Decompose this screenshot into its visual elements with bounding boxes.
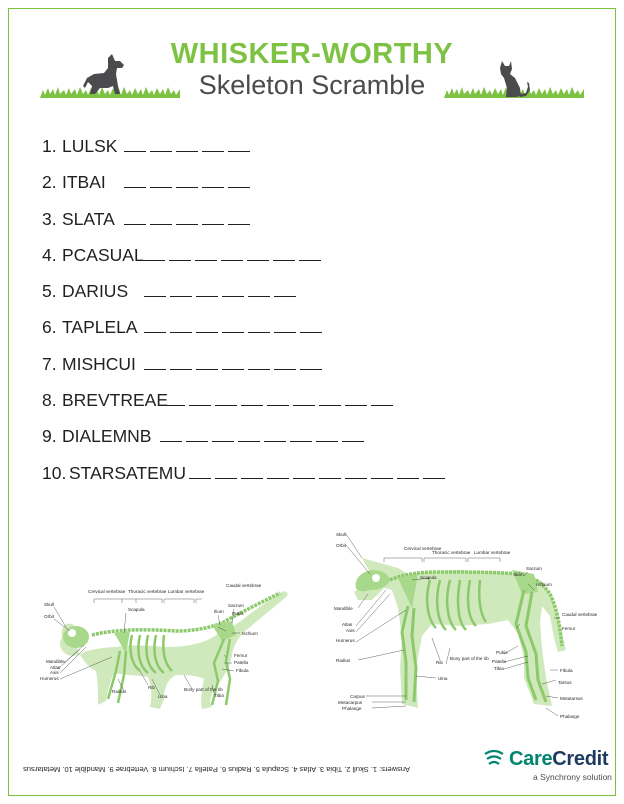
blank[interactable] (371, 463, 393, 479)
scrambled-word: SLATA (62, 208, 115, 229)
blank[interactable] (196, 281, 218, 297)
dog-label-fibula: Fibula (560, 668, 573, 673)
cat-label-bony-rib: Bony part of the rib (184, 687, 223, 692)
blank[interactable] (170, 354, 192, 370)
dog-label-metacarpus: Metacarpus (338, 700, 363, 705)
cat-label-mandible: Mandible (46, 659, 65, 664)
blank[interactable] (150, 209, 172, 225)
blank[interactable] (202, 209, 224, 225)
blank[interactable] (290, 426, 312, 442)
puzzle-row (42, 390, 186, 426)
blank[interactable] (170, 317, 192, 333)
scrambled-word: STARSATEMU (69, 462, 186, 483)
dog-label-humerus: Humerus (336, 638, 355, 643)
blank[interactable] (397, 463, 419, 479)
cat-label-fibula: Fibula (236, 668, 249, 673)
blank[interactable] (189, 390, 211, 406)
answer-key: Answers: 1. Skull 2. Tibia 3. Atlas 4. Scapula 5. Radius 6. Patella 7. Ischium 8. Vertebrae 9. Mandible 10. Metatarsus (23, 765, 410, 774)
blank[interactable] (274, 281, 296, 297)
cat-label-cervical: Cervical vertebrae (88, 589, 126, 594)
blank[interactable] (423, 463, 445, 479)
blank[interactable] (176, 209, 198, 225)
puzzle-list (42, 136, 186, 499)
answer-blanks[interactable] (124, 172, 250, 188)
dog-label-carpus: Carpus (350, 694, 365, 699)
blank[interactable] (169, 245, 191, 261)
dog-label-cervical: Cervical vertebrae (404, 546, 442, 551)
blank[interactable] (299, 245, 321, 261)
puzzle-number: 10. (42, 462, 67, 483)
blank[interactable] (319, 463, 341, 479)
scrambled-word: MISHCUI (62, 353, 136, 374)
cat-label-lumbar: Lumbar vertebrae (168, 589, 205, 594)
dog-label-orbit: Orbit (336, 543, 346, 548)
blank[interactable] (247, 245, 269, 261)
dog-label-tarsus: Tarsus (558, 680, 572, 685)
blank[interactable] (248, 317, 270, 333)
cat-label-rib: Rib (148, 685, 155, 690)
blank[interactable] (345, 390, 367, 406)
brand-tagline: a Synchrony solution (533, 772, 612, 782)
blank[interactable] (345, 463, 367, 479)
blank[interactable] (228, 209, 250, 225)
dog-label-patella: Patella (492, 659, 507, 664)
dog-label-radius: Radius (336, 658, 351, 663)
dog-label-bony-rib: Bony part of the rib (450, 656, 489, 661)
answer-blanks[interactable] (144, 281, 296, 297)
title-line-1: WHISKER-WORTHY (170, 38, 454, 70)
blank[interactable] (267, 390, 289, 406)
brand-credit: Credit (552, 748, 609, 770)
brand-care: Care (509, 748, 553, 770)
blank[interactable] (202, 136, 224, 152)
cat-label-scapula: Scapula (128, 607, 145, 612)
blank[interactable] (228, 172, 250, 188)
puzzle-number: 3. (42, 208, 57, 229)
blank[interactable] (163, 390, 185, 406)
blank[interactable] (150, 136, 172, 152)
blank[interactable] (144, 354, 166, 370)
blank[interactable] (241, 463, 263, 479)
scrambled-word: TAPLELA (62, 317, 138, 338)
blank[interactable] (160, 426, 182, 442)
blank[interactable] (144, 281, 166, 297)
dog-label-rib: Rib (436, 660, 443, 665)
blank[interactable] (215, 390, 237, 406)
dog-silhouette-icon (82, 52, 130, 96)
answer-blanks[interactable] (160, 426, 364, 442)
dog-label-femur: Femur (562, 626, 576, 631)
answer-blanks[interactable] (163, 390, 393, 406)
cat-label-axis: Axis (50, 670, 59, 675)
blank[interactable] (371, 390, 393, 406)
dog-label-skull: Skull (336, 532, 346, 537)
blank[interactable] (248, 281, 270, 297)
blank[interactable] (238, 426, 260, 442)
scrambled-word: ITBAI (62, 172, 106, 193)
puzzle-row (42, 354, 186, 390)
answer-blanks[interactable] (124, 209, 250, 225)
blank[interactable] (124, 172, 146, 188)
puzzle-number: 4. (42, 244, 57, 265)
blank[interactable] (274, 354, 296, 370)
blank[interactable] (300, 317, 322, 333)
cat-label-femur: Femur (234, 653, 248, 658)
blank[interactable] (293, 390, 315, 406)
blank[interactable] (274, 317, 296, 333)
blank[interactable] (215, 463, 237, 479)
cat-label-orbit: Orbit (44, 614, 54, 619)
blank[interactable] (248, 354, 270, 370)
title-line-2: Skeleton Scramble (198, 70, 426, 100)
puzzle-row (42, 136, 186, 172)
blank[interactable] (143, 245, 165, 261)
answer-blanks[interactable] (143, 245, 321, 261)
blank[interactable] (342, 426, 364, 442)
blank[interactable] (267, 463, 289, 479)
blank[interactable] (222, 281, 244, 297)
cat-label-ischium: Ischium (242, 631, 258, 636)
blank[interactable] (241, 390, 263, 406)
dog-label-phalange-front: Phalange (342, 706, 362, 711)
blank[interactable] (196, 317, 218, 333)
puzzle-number: 2. (42, 172, 57, 193)
dog-label-mandible: Mandible (334, 606, 353, 611)
puzzle-row (42, 209, 186, 245)
scrambled-word: DIALEMNB (62, 426, 152, 447)
blank[interactable] (124, 209, 146, 225)
cat-label-ilium: Ilium (214, 609, 224, 614)
dog-label-lumbar: Lumbar vertebrae (474, 550, 511, 555)
puzzle-number: 9. (42, 426, 57, 447)
puzzle-number: 6. (42, 317, 57, 338)
dog-label-pubis: Pubis (496, 650, 508, 655)
puzzle-number: 1. (42, 136, 57, 156)
dog-label-atlas: Atlas (342, 622, 353, 627)
dog-label-ischium: Ischium (536, 582, 552, 587)
dog-label-thoracic: Thoracic vertebrae (432, 550, 471, 555)
answer-blanks[interactable] (189, 463, 445, 479)
blank[interactable] (176, 172, 198, 188)
cat-label-skull: Skull (44, 602, 54, 607)
blank[interactable] (176, 136, 198, 152)
answer-blanks[interactable] (124, 136, 250, 152)
cat-label-tibia: Tibia (214, 693, 224, 698)
blank[interactable] (202, 172, 224, 188)
blank[interactable] (316, 426, 338, 442)
dog-label-sacrum: Sacrum (526, 566, 542, 571)
scrambled-word: PCASUAL (62, 244, 144, 265)
cat-label-patella: Patella (234, 660, 249, 665)
blank[interactable] (144, 317, 166, 333)
blank[interactable] (150, 172, 172, 188)
dog-label-scapula: Scapula (420, 575, 437, 580)
blank[interactable] (189, 463, 211, 479)
carecredit-wordmark (509, 748, 608, 771)
cat-label-ulna: Ulna (158, 694, 168, 699)
blank[interactable] (222, 317, 244, 333)
blank[interactable] (124, 136, 146, 152)
blank[interactable] (196, 354, 218, 370)
cat-silhouette-icon (496, 60, 530, 98)
scrambled-word: LULSK (62, 136, 118, 156)
blank[interactable] (212, 426, 234, 442)
blank[interactable] (221, 245, 243, 261)
puzzle-number: 7. (42, 353, 57, 374)
cat-label-caudal: Caudal vertebrae (226, 583, 262, 588)
blank[interactable] (222, 354, 244, 370)
dog-label-metatarsus: Metatarsus (560, 696, 583, 701)
scrambled-word: DARIUS (62, 281, 129, 302)
blank[interactable] (264, 426, 286, 442)
blank[interactable] (228, 136, 250, 152)
puzzle-row (42, 463, 186, 499)
blank[interactable] (293, 463, 315, 479)
blank[interactable] (186, 426, 208, 442)
cat-label-humerus: Humerus (40, 676, 59, 681)
dog-skeleton-diagram (328, 528, 598, 728)
scrambled-word: BREVTREAE (62, 390, 168, 411)
answer-blanks[interactable] (144, 317, 322, 333)
blank[interactable] (300, 354, 322, 370)
puzzle-number: 8. (42, 390, 57, 411)
puzzle-row (42, 245, 186, 281)
puzzle-row (42, 281, 186, 317)
puzzle-row (42, 426, 186, 462)
puzzle-row (42, 172, 186, 208)
dog-label-ilium: Ilium (514, 572, 524, 577)
blank[interactable] (170, 281, 192, 297)
cat-label-radius: Radius (112, 689, 127, 694)
dog-label-axis: Axis (346, 628, 355, 633)
cat-label-sacrum: Sacrum (228, 603, 244, 608)
dog-label-phalange-hind: Phalange (560, 714, 580, 719)
answer-blanks[interactable] (144, 354, 322, 370)
cat-label-pubis: Pubis (232, 611, 244, 616)
cat-skeleton-diagram (36, 575, 298, 717)
cat-label-thoracic: Thoracic vertebrae (128, 589, 167, 594)
puzzle-row (42, 317, 186, 353)
dog-label-caudal: Caudal vertebrae (562, 612, 598, 617)
blank[interactable] (195, 245, 217, 261)
carecredit-logo-icon (482, 748, 506, 770)
blank[interactable] (273, 245, 295, 261)
dog-label-tibia: Tibia (494, 666, 504, 671)
cat-label-atlas: Atlas (50, 665, 61, 670)
dog-label-ulna: Ulna (438, 676, 448, 681)
puzzle-number: 5. (42, 281, 57, 302)
blank[interactable] (319, 390, 341, 406)
